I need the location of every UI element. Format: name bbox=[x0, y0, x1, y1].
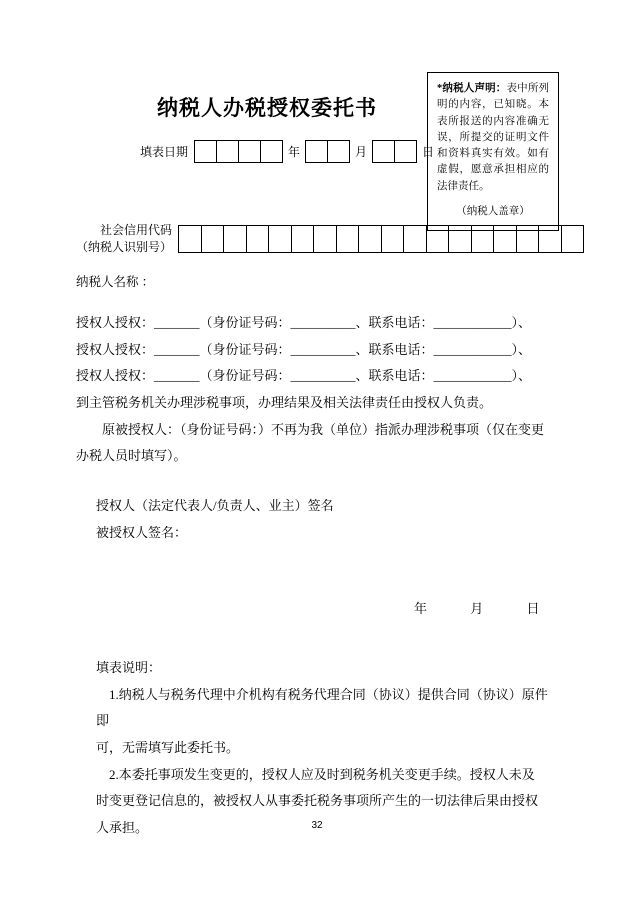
signature-date-year: 年 bbox=[414, 601, 429, 616]
fill-date-day-cells[interactable] bbox=[372, 140, 417, 163]
fill-date-year-cells[interactable] bbox=[194, 140, 283, 163]
input-cell[interactable] bbox=[216, 140, 239, 163]
input-cell[interactable] bbox=[336, 225, 360, 253]
input-cell[interactable] bbox=[426, 225, 450, 253]
input-cell[interactable] bbox=[561, 225, 585, 253]
declaration-seal-label: （纳税人盖章） bbox=[456, 205, 530, 217]
fill-date-row bbox=[140, 140, 439, 163]
instructions-item1-line2: 可，无需填写此委托书。 bbox=[96, 739, 240, 755]
authorization-line-2: 授权人授权：_______（身份证号码：__________、联系电话：____________）、 bbox=[76, 341, 532, 357]
authorization-body bbox=[76, 310, 560, 470]
input-cell[interactable] bbox=[238, 140, 261, 163]
input-cell[interactable] bbox=[313, 225, 337, 253]
input-cell[interactable] bbox=[194, 140, 217, 163]
credit-code-label bbox=[76, 222, 172, 257]
fill-date-label: 填表日期 bbox=[140, 145, 189, 159]
input-cell[interactable] bbox=[201, 225, 225, 253]
credit-code-input-cells[interactable] bbox=[178, 225, 584, 253]
input-cell[interactable] bbox=[403, 225, 427, 253]
authorized-signature-label: 被授权人签名： bbox=[96, 525, 188, 541]
revoke-line-2: 办税人员时填写）。 bbox=[76, 448, 187, 464]
input-cell[interactable] bbox=[178, 225, 202, 253]
instructions-item2-line1: 2.本委托事项发生变更的，授权人应及时到税务机关变更手续。授权人未及 bbox=[109, 766, 535, 782]
input-cell[interactable] bbox=[381, 225, 405, 253]
year-unit-label: 年 bbox=[288, 145, 301, 159]
page-number: 32 bbox=[311, 820, 323, 831]
instructions-item1-line1: 1.纳税人与税务代理中介机构有税务代理合同（协议）提供合同（协议）原件即 bbox=[96, 686, 548, 729]
day-unit-label: 日 bbox=[422, 145, 435, 159]
input-cell[interactable] bbox=[516, 225, 540, 253]
input-cell[interactable] bbox=[246, 225, 270, 253]
input-cell[interactable] bbox=[223, 225, 247, 253]
input-cell[interactable] bbox=[493, 225, 517, 253]
authorization-line-1: 授权人授权：_______（身份证号码：__________、联系电话：____________）、 bbox=[76, 315, 532, 330]
credit-code-row bbox=[76, 222, 584, 257]
signature-date-row bbox=[414, 598, 541, 617]
fill-date-month-cells[interactable] bbox=[305, 140, 350, 163]
input-cell[interactable] bbox=[327, 140, 350, 163]
input-cell[interactable] bbox=[394, 140, 417, 163]
authorization-line-4: 到主管税务机关办理涉税事项，办理结果及相关法律责任由授权人负责。 bbox=[76, 394, 493, 410]
declaration-heading: *纳税人声明： bbox=[437, 83, 507, 94]
input-cell[interactable] bbox=[448, 225, 472, 253]
taxpayer-name-label: 纳税人名称 ： bbox=[76, 275, 155, 289]
input-cell[interactable] bbox=[305, 140, 328, 163]
input-cell[interactable] bbox=[538, 225, 562, 253]
authorizer-signature-label: 授权人（法定代表人/负责人、业主）签名 bbox=[96, 498, 334, 513]
input-cell[interactable] bbox=[471, 225, 495, 253]
page-title: 纳税人办税授权委托书 bbox=[157, 97, 377, 120]
input-cell[interactable] bbox=[268, 225, 292, 253]
signature-date-day: 日 bbox=[526, 601, 541, 616]
signature-date-month: 月 bbox=[470, 601, 485, 616]
credit-code-label-line1: 社会信用代码 bbox=[100, 223, 173, 237]
signature-block bbox=[96, 492, 334, 547]
declaration-body: 表中所列明的内容，已知晓。本表所报送的内容准确无误，所提交的证明文件和资料真实有效。如有虚假，愿意承担相应的法律责任。 bbox=[437, 83, 550, 192]
instructions-heading: 填表说明： bbox=[96, 660, 162, 675]
credit-code-label-line2: （纳税人识别号） bbox=[76, 240, 173, 255]
revoke-line-1: 原被授权人：（身份证号码：）不再为我（单位）指派办理涉税事项（仅在变更 bbox=[102, 421, 545, 437]
fill-instructions bbox=[96, 655, 548, 841]
input-cell[interactable] bbox=[291, 225, 315, 253]
input-cell[interactable] bbox=[260, 140, 283, 163]
instructions-item2-line2: 时变更登记信息的，被授权人从事委托税务事项所产生的一切法律后果由授权人承担。 bbox=[96, 793, 539, 835]
input-cell[interactable] bbox=[372, 140, 395, 163]
month-unit-label: 月 bbox=[355, 145, 368, 159]
input-cell[interactable] bbox=[358, 225, 382, 253]
authorization-line-3: 授权人授权：_______（身份证号码：__________、联系电话：____________）、 bbox=[76, 368, 532, 384]
